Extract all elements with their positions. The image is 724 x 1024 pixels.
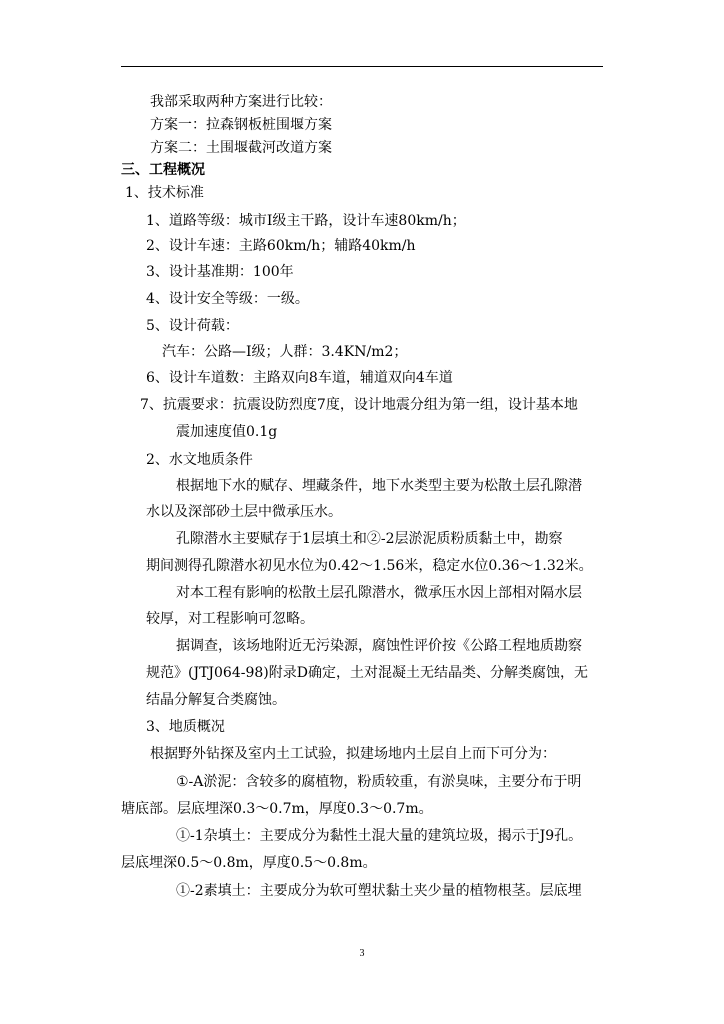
text-line: 2、设计车速：主路60km/h；辅路40km/h: [146, 238, 416, 254]
subsection-heading: 1、技术标准: [125, 185, 204, 201]
text-line: 孔隙潜水主要赋存于1层填土和②-2层淤泥质粉质黏土中，勘察: [176, 531, 563, 547]
header-rule: [121, 66, 603, 67]
text-line: 根据野外钻探及室内土工试验，拟建场地内土层自上而下可分为：: [150, 746, 556, 762]
text-line: 方案二：土围堰截河改道方案: [150, 140, 332, 156]
text-line: 较厚，对工程影响可忽略。: [146, 611, 314, 627]
text-line: 我部采取两种方案进行比较：: [150, 94, 332, 110]
subsection-heading: 2、水文地质条件: [146, 452, 253, 468]
text-line: 5、设计荷载：: [146, 318, 239, 334]
text-line: 层底埋深0.5～0.8m，厚度0.5～0.8m。: [121, 855, 377, 871]
text-line: 7、抗震要求：抗震设防烈度7度，设计地震分组为第一组，设计基本地: [140, 397, 578, 413]
text-line: 方案一：拉森钢板桩围堰方案: [150, 117, 332, 133]
text-line: 塘底部。层底埋深0.3～0.7m，厚度0.3～0.7m。: [121, 801, 433, 817]
text-line: ①-1杂填土：主要成分为黏性土混大量的建筑垃圾，揭示于J9孔。: [176, 828, 583, 844]
text-line: 震加速度值0.1g: [176, 424, 278, 440]
text-line: 结晶分解复合类腐蚀。: [146, 692, 286, 708]
text-line: 据调查，该场地附近无污染源，腐蚀性评价按《公路工程地质勘察: [176, 638, 582, 654]
section-heading: 三、工程概况: [121, 162, 205, 178]
text-line: 期间测得孔隙潜水初见水位为0.42～1.56米，稳定水位0.36～1.32米。: [146, 558, 593, 574]
text-line: 汽车：公路—Ⅰ级；人群：3.4KN/m2；: [162, 344, 408, 360]
text-line: ①-A淤泥：含较多的腐植物，粉质较重，有淤臭味，主要分布于明: [176, 774, 582, 790]
text-line: 4、设计安全等级：一级。: [146, 291, 309, 307]
page-number: 3: [359, 948, 365, 959]
text-line: 根据地下水的赋存、埋藏条件，地下水类型主要为松散土层孔隙潜: [176, 478, 582, 494]
text-line: 规范》(JTJ064-98)附录D确定，土对混凝土无结晶类、分解类腐蚀，无: [146, 665, 588, 681]
text-line: 水以及深部砂土层中微承压水。: [146, 504, 342, 520]
text-line: 1、道路等级：城市Ⅰ级主干路，设计车速80km/h；: [146, 213, 466, 229]
text-line: 对本工程有影响的松散土层孔隙潜水，微承压水因上部相对隔水层: [176, 585, 582, 601]
subsection-heading: 3、地质概况: [146, 719, 225, 735]
text-line: 6、设计车道数：主路双向8车道，辅道双向4车道: [146, 370, 453, 386]
text-line: 3、设计基准期：100年: [146, 264, 294, 280]
text-line: ①-2素填土：主要成分为软可塑状黏土夹少量的植物根茎。层底埋: [176, 883, 582, 899]
